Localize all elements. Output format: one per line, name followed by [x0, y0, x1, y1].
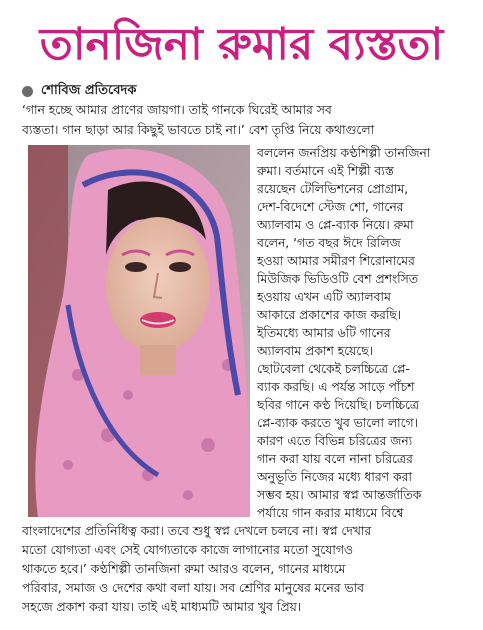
body-line: অ্যালবাম ও প্লে-ব্যাক নিয়ে। রুমা — [257, 218, 414, 232]
body-line: সম্ভব হয়। আমার স্বপ্ন আন্তর্জাতিক — [257, 488, 422, 502]
bullet-icon — [22, 86, 33, 97]
body-line: রয়েছেন টেলিভিশনের প্রোগ্রাম, — [257, 182, 409, 196]
body-line: রুমা। বর্তমানে এই শিল্পী ব্যস্ত — [257, 164, 394, 178]
body-line: ছবির গানে কণ্ঠ দিয়েছি। চলচ্চিত্রে — [257, 398, 419, 412]
body-line: মতো যোগ্যতা এবং সেই যোগ্যতাকে কাজে লাগানোর মতো সুযোগও — [22, 543, 353, 557]
body-line: ব্যাক করছি। এ পর্যন্ত সাড়ে পাঁচশ — [257, 380, 415, 394]
body-line: ইতিমধ্যে আমার ৬টি গানের — [257, 326, 391, 340]
body-line: পরিবার, সমাজ ও দেশের কথা বলা যায়। সব শ্রেণির মানুষের মনের ভাব — [22, 581, 364, 595]
body-line: বলেন, ‘গত বছর ঈদে রিলিজ — [257, 236, 401, 250]
body-line: ব্যস্ততা। গান ছাড়া আর কিছুই ভাবতে চাই না।’ বেশ তৃপ্তি নিয়ে কথাগুলো — [22, 123, 375, 137]
body-line: পর্যায়ে গান করার মাধ্যমে বিশ্বে — [257, 506, 404, 520]
body-line: থাকতে হবে।’ কণ্ঠশিল্পী তানজিনা রুমা আরও বলেন, গানের মাধ্যমে — [22, 562, 346, 576]
body-line: হওয়া আমার সমীরণ শিরোনামের — [257, 254, 415, 268]
body-line: আকারে প্রকাশের কাজ করছি। — [257, 308, 402, 322]
body-line: গান করা যায় বলে নানা চরিত্রের — [257, 452, 413, 466]
body-line: দেশ-বিদেশে স্টেজ শো, গানের — [257, 200, 404, 214]
body-line: অ্যালবাম প্রকাশ হয়েছে। — [257, 344, 374, 358]
body-line: বললেন জনপ্রিয় কণ্ঠশিল্পী তানজিনা — [257, 146, 431, 160]
body-line: কারণ এতে বিভিন্ন চরিত্রের জন্য — [257, 434, 413, 448]
body-line: বাংলাদেশের প্রতিনিধিত্ব করা। তবে শুধু স্বপ্ন দেখলে চলবে না। স্বপ্ন দেখার — [22, 524, 372, 538]
body-line: হওয়ায় এখন এটি অ্যালবাম — [257, 290, 391, 304]
portrait-photo — [28, 145, 250, 517]
body-line: মিউজিক ভিডিওটি বেশ প্রশংসিত — [257, 272, 419, 286]
headline: তানজিনা রুমার ব্যস্ততা — [39, 19, 444, 70]
body-line: প্লে-ব্যাক করতে খুব ভালো লাগে। — [257, 416, 419, 430]
body-line: অনুভূতি নিজের মধ্যে ধারণ করা — [257, 470, 412, 484]
body-line: ‘গান হচ্ছে আমার প্রাণের জায়গা। তাই গানকে ঘিরেই আমার সব — [22, 103, 332, 117]
body-line: ছোটবেলা থেকেই চলচ্চিত্রে প্লে- — [257, 362, 410, 376]
byline — [22, 82, 136, 100]
byline-text: শোবিজ প্রতিবেদক — [41, 82, 137, 98]
body-line: সহজে প্রকাশ করা যায়। তাই এই মাধ্যমটি আমার খুব প্রিয়। — [22, 600, 302, 614]
